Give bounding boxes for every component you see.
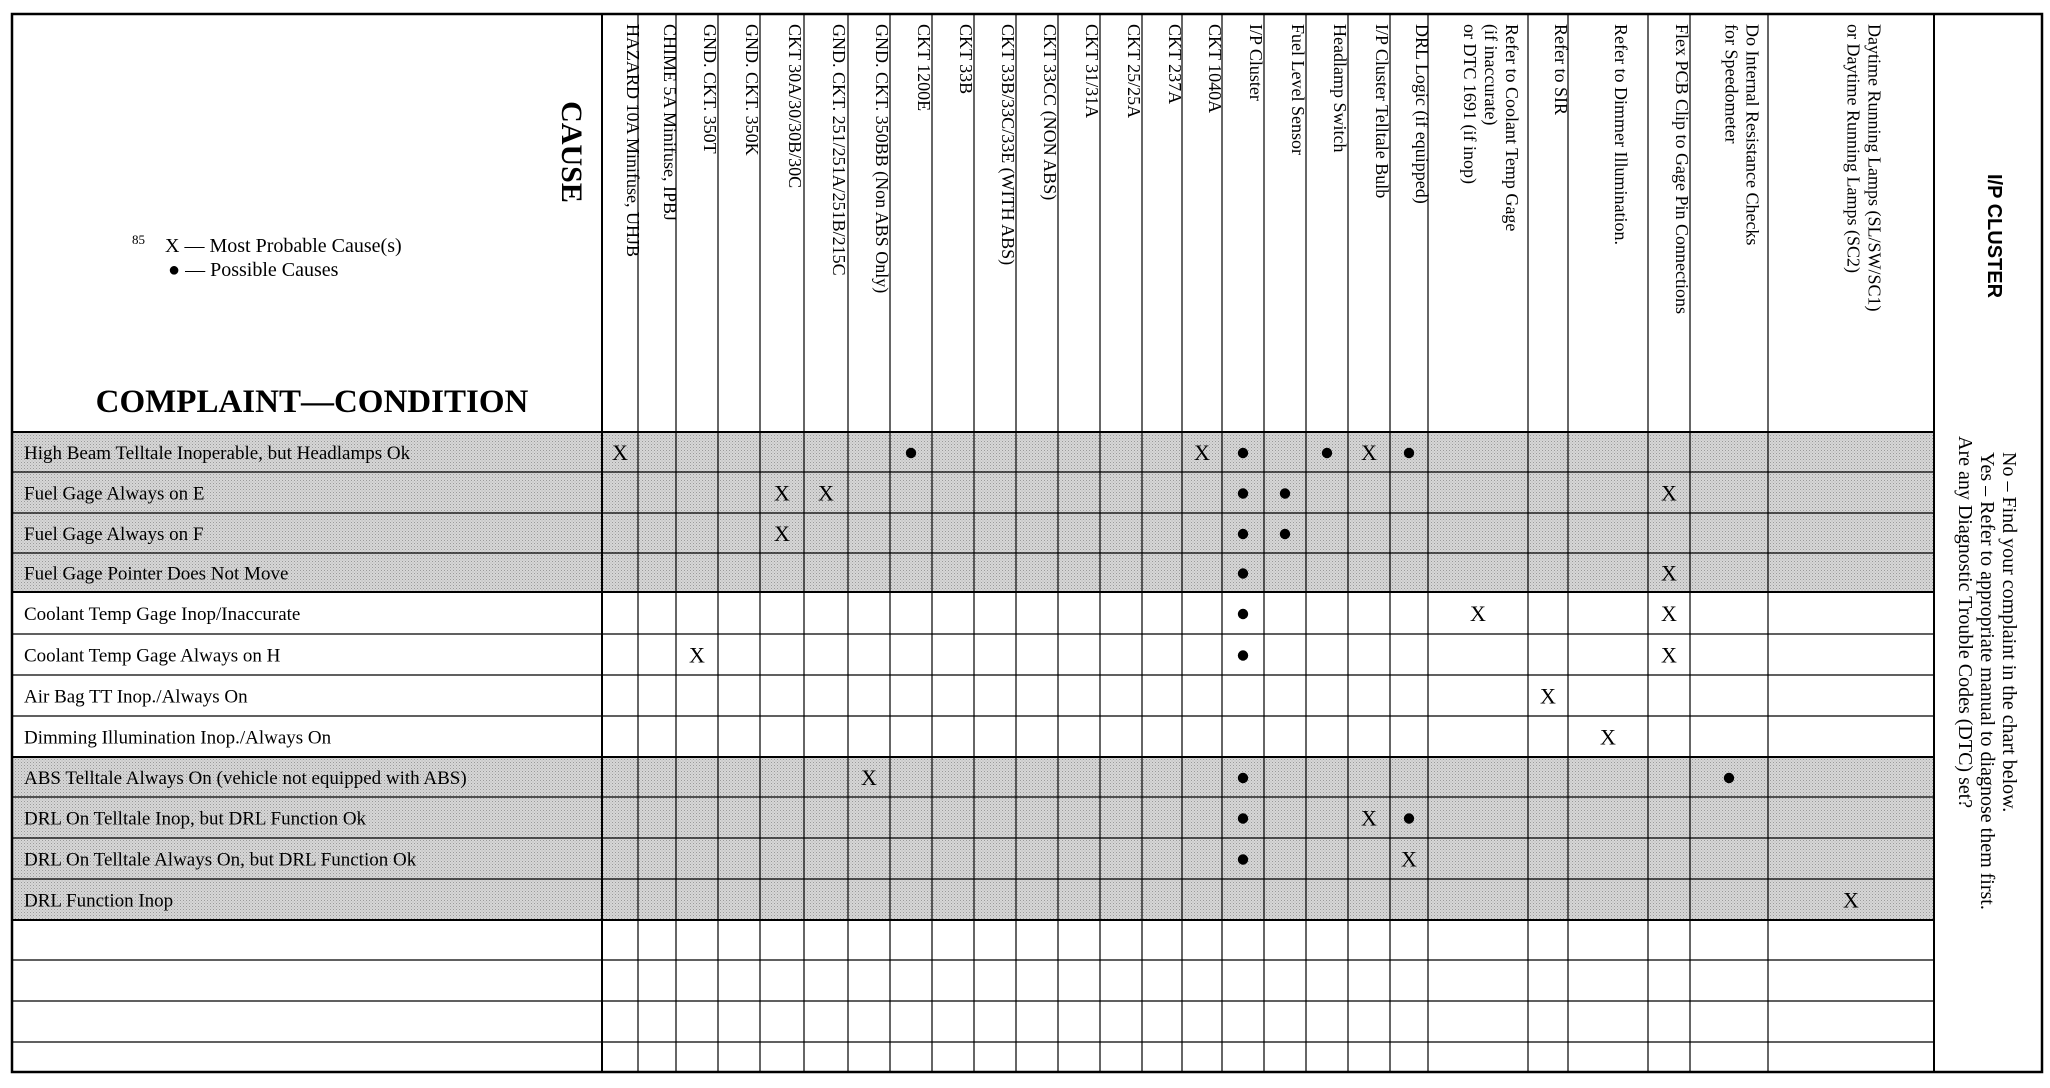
cause-header-14: [1205, 24, 1225, 113]
legend-superscript: 85: [132, 232, 145, 247]
cause-header-3: [742, 24, 762, 156]
possible-cause-dot: [1238, 773, 1248, 783]
cause-header-text: Refer to Dimmer Illumination.: [1611, 24, 1631, 245]
cause-header-text: Do Internal Resistance Checks: [1742, 24, 1763, 246]
possible-cause-dot: [906, 448, 916, 458]
cause-header-22: [1611, 24, 1631, 245]
most-probable-mark: X: [1600, 724, 1616, 750]
possible-cause-dot: [1238, 568, 1248, 578]
most-probable-mark: X: [1661, 480, 1677, 506]
cause-header-24: [1722, 24, 1763, 245]
cause-header-19: [1411, 24, 1432, 204]
cause-header-text: CKT 30A/30/30B/30C: [785, 24, 805, 189]
complaint-label: Coolant Temp Gage Always on H: [24, 645, 281, 667]
header-left: [96, 101, 588, 420]
complaint-label: Coolant Temp Gage Inop/Inaccurate: [24, 604, 301, 625]
cause-header-15: [1246, 24, 1266, 101]
cause-header-25: [1843, 24, 1885, 312]
cause-header-4: [785, 24, 805, 188]
cause-header-21: [1551, 24, 1571, 115]
possible-cause-dot: [1280, 529, 1290, 539]
dtc-yes-instruction: Yes – Refer to appropriate manual to diagnose them first.: [1976, 452, 1998, 910]
cause-header-text: Refer to Coolant Temp Gage: [1502, 24, 1522, 232]
cause-header-text: Daytime Running Lamps (SL/SW/SC1): [1864, 24, 1885, 312]
possible-cause-dot: [1238, 854, 1248, 864]
cause-header-text: GND. CKT. 350T: [700, 24, 720, 154]
cause-header-text: GND. CKT. 350BB (Non ABS Only): [872, 24, 892, 294]
most-probable-mark: X: [1361, 805, 1377, 831]
most-probable-mark: X: [1843, 887, 1859, 913]
possible-cause-dot: [1238, 488, 1248, 498]
most-probable-mark: X: [612, 440, 628, 465]
most-probable-mark: X: [818, 480, 834, 506]
most-probable-mark: X: [861, 765, 877, 790]
cause-header-text: CKT 1200E: [914, 24, 934, 112]
cause-header-12: [1124, 24, 1144, 118]
cause-header-11: [1082, 24, 1102, 118]
possible-cause-dot: [1238, 609, 1248, 619]
cause-header-text: GND. CKT. 350K: [742, 24, 762, 156]
cause-header-text: for Speedometer: [1721, 24, 1742, 144]
cause-header-text: CKT 33B/33C/33E (WITH ABS): [998, 24, 1018, 266]
cause-header-text: or DTC 1691 (if inop): [1460, 24, 1480, 184]
most-probable-mark: X: [1194, 440, 1210, 465]
most-probable-mark: X: [689, 642, 705, 668]
possible-cause-dot: [1238, 448, 1248, 458]
cause-header-1: [660, 24, 680, 221]
cause-header-23: [1672, 24, 1692, 314]
cause-label: CAUSE: [555, 101, 588, 203]
cause-header-13: [1165, 24, 1185, 104]
complaint-label: Fuel Gage Always on E: [24, 483, 205, 505]
section-title: I/P CLUSTER: [1983, 173, 2005, 299]
legend-possible: ● — Possible Causes: [168, 259, 339, 281]
cause-header-text: CKT 33B: [956, 24, 976, 95]
cause-header-text: (if inaccurate): [1481, 24, 1501, 126]
cause-header-5: [829, 24, 849, 276]
possible-cause-dot: [1238, 813, 1248, 823]
cause-header-text: CKT 31/31A: [1082, 24, 1102, 119]
cause-header-text: GND. CKT. 251/251A/251B/215C: [829, 24, 849, 276]
legend-most-probable: X — Most Probable Cause(s): [165, 235, 402, 257]
complaint-condition-label: COMPLAINT—CONDITION: [95, 384, 529, 420]
cause-header-text: CHIME 5A Minifuse, IPBJ: [660, 24, 680, 222]
cause-header-2: [700, 24, 720, 154]
possible-cause-dot: [1404, 813, 1414, 823]
complaint-label: DRL Function Inop: [24, 890, 174, 912]
complaint-label: DRL On Telltale Inop, but DRL Function Ok: [24, 808, 367, 830]
cause-header-text: I/P Cluster Telltale Bulb: [1372, 24, 1392, 199]
shaded-row-bands: [12, 432, 1934, 920]
complaint-label: Fuel Gage Pointer Does Not Move: [24, 563, 289, 585]
possible-cause-dot: [1322, 448, 1332, 458]
cause-header-0: [623, 24, 643, 257]
possible-cause-dot: [1238, 650, 1248, 660]
most-probable-mark: X: [1661, 642, 1677, 668]
cause-header-9: [997, 24, 1018, 265]
cause-header-text: I/P Cluster: [1246, 24, 1266, 101]
possible-cause-dot: [1238, 529, 1248, 539]
cause-header-text: Fuel Level Sensor: [1288, 24, 1308, 155]
cause-header-text: Headlamp Switch: [1330, 24, 1350, 153]
cause-header-text: CKT 237A: [1165, 24, 1185, 105]
cause-header-17: [1330, 24, 1350, 152]
dtc-no-instruction: No – Find your complaint in the chart below.: [1998, 452, 2020, 813]
cause-header-6: [871, 24, 892, 293]
dtc-instructions: [1937, 432, 2020, 1072]
most-probable-mark: X: [1540, 683, 1556, 709]
most-probable-mark: X: [1361, 440, 1377, 465]
complaint-label: Air Bag TT Inop./Always On: [24, 686, 248, 708]
cause-header-16: [1288, 24, 1308, 155]
cause-header-text: Flex PCB Clip to Gage Pin Connections: [1672, 24, 1692, 315]
complaint-label: Dimming Illumination Inop./Always On: [24, 727, 332, 749]
possible-cause-dot: [1404, 448, 1414, 458]
dtc-question: Are any Diagnostic Trouble Codes (DTC) set?: [1954, 436, 1976, 809]
cause-header-18: [1372, 24, 1392, 198]
complaint-label: Fuel Gage Always on F: [24, 524, 204, 545]
most-probable-mark: X: [774, 521, 790, 546]
cause-header-8: [956, 24, 976, 94]
cause-header-10: [1039, 24, 1060, 200]
complaint-label: High Beam Telltale Inoperable, but Headlamps Ok: [24, 443, 411, 464]
most-probable-mark: X: [1661, 560, 1677, 586]
cause-header-text: HAZARD 10A Minifuse, UHJB: [623, 24, 643, 258]
most-probable-mark: X: [1661, 601, 1677, 626]
cause-header-text: DRL Logic (if equipped): [1412, 24, 1432, 204]
cause-header-text: CKT 1040A: [1205, 24, 1225, 114]
most-probable-mark: X: [1401, 846, 1417, 872]
possible-cause-dot: [1724, 773, 1734, 783]
most-probable-mark: X: [1470, 601, 1486, 626]
cause-header-20: [1459, 24, 1522, 231]
cause-header-text: Refer to SIR: [1551, 24, 1571, 115]
cause-header-7: [914, 24, 934, 111]
cause-column-headers: [623, 24, 1885, 314]
possible-cause-dot: [1280, 488, 1290, 498]
cause-header-text: CKT 33CC (NON ABS): [1040, 24, 1060, 201]
most-probable-mark: X: [774, 480, 790, 506]
cause-header-text: CKT 25/25A: [1124, 24, 1144, 119]
complaint-label: ABS Telltale Always On (vehicle not equipped with ABS): [24, 768, 467, 789]
complaint-label: DRL On Telltale Always On, but DRL Function Ok: [24, 849, 417, 871]
cause-header-text: or Daytime Running Lamps (SC2): [1843, 24, 1864, 273]
